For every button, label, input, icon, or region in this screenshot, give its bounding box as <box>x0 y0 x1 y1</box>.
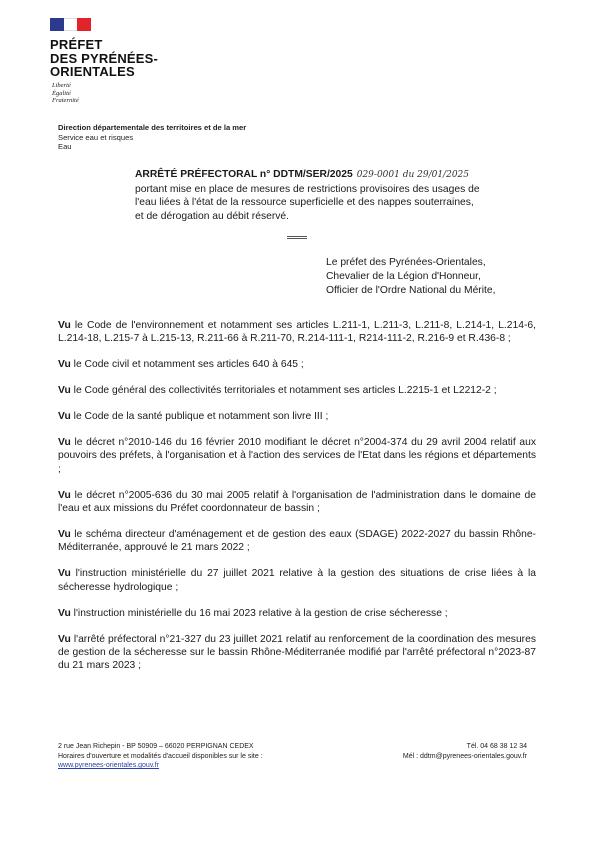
recital-text: l'instruction ministérielle du 16 mai 2023 relative à la gestion de crise sécheresse ; <box>73 607 448 619</box>
signatory-line-3: Officier de l'Ordre National du Mérite, <box>326 284 496 296</box>
vu-prefix: Vu <box>58 385 71 397</box>
prefect-name <box>50 38 158 79</box>
recital-text: le décret n°2005-636 du 30 mai 2005 relatif à l'organisation de l'administration dans le domaine de l'eau et aux missions du Préfet coordonnateur de bassin ; <box>58 489 536 515</box>
decree-handwritten-reference: 029-0001 du 29/01/2025 <box>356 170 469 180</box>
recital-item <box>58 436 536 476</box>
decree-subject-line-3: et de dérogation au débit réservé. <box>135 210 289 222</box>
footer-phone: Tél. 04 68 38 12 34 <box>466 743 527 750</box>
recital-text: le Code de l'environnement et notamment ses articles L.211-1, L.211-3, L.211-8, L.214-1, L.214-6, L.214-18, L.215-7 à L.215-13, R.211-66 à R.211-70, R.214-111-1, R214-111-2, R.216-9 et R.436-8 ; <box>58 320 536 345</box>
vu-prefix: Vu <box>58 489 71 501</box>
decree-title: ARRÊTÉ PRÉFECTORAL n° DDTM/SER/2025 <box>135 169 353 180</box>
footer-address-block <box>58 742 263 771</box>
recital-item <box>58 410 536 423</box>
vu-prefix: Vu <box>58 568 71 580</box>
recital-text: le schéma directeur d'aménagement et de gestion des eaux (SDAGE) 2022-2027 du bassin Rhône-Méditerranée, approuvé le 21 mars 2022 ; <box>58 529 536 554</box>
vu-prefix: Vu <box>58 359 71 371</box>
prefect-line-1: PRÉFET <box>50 37 103 52</box>
signatory-block <box>326 256 495 297</box>
recital-text: le Code général des collectivités territoriales et notamment ses articles L.2215-1 et L2212-2 ; <box>73 385 497 397</box>
footer-address: 2 rue Jean Richepin - BP 50909 – 66020 PERPIGNAN CEDEX <box>58 743 254 750</box>
decree-subject-line-1: portant mise en place de mesures de restrictions provisoires des usages de <box>135 183 480 195</box>
recitals-list <box>58 319 536 685</box>
recital-item <box>58 633 536 673</box>
service-subunit: Eau <box>58 142 72 152</box>
signatory-line-1: Le préfet des Pyrénées-Orientales, <box>326 257 486 268</box>
recital-item <box>58 319 536 346</box>
signatory-line-2: Chevalier de la Légion d'Honneur, <box>326 270 481 282</box>
decree-subject-line-2: l'eau liées à l'état de la ressource superficielle et des nappes souterraines, <box>135 197 474 209</box>
decree-subject <box>135 183 545 224</box>
separator-line-double <box>287 238 307 239</box>
vu-prefix: Vu <box>58 320 71 331</box>
recital-text: l'arrêté préfectoral n°21-327 du 23 juillet 2021 relatif au renforcement de la coordination des mesures de gestion de la sécheresse sur le bassin Rhône-Méditerranée modifié par l'arrêté préfectoral n°2023-87 du 21 mars 2023 ; <box>58 633 536 672</box>
republic-motto <box>52 82 79 105</box>
vu-prefix: Vu <box>58 411 71 423</box>
service-unit: Service eau et risques <box>58 132 134 142</box>
motto-egalite: Égalité <box>52 89 71 97</box>
recital-text: le Code de la santé publique et notamment son livre III ; <box>73 411 329 423</box>
footer-hours: Horaires d'ouverture et modalités d'accueil disponibles sur le site : <box>58 752 263 760</box>
footer-email: Mél : ddtm@pyrenees-orientales.gouv.fr <box>402 752 527 760</box>
marianne-flag-logo <box>50 18 91 31</box>
vu-prefix: Vu <box>58 607 71 619</box>
direction-name: Direction départementale des territoires et de la mer <box>58 123 247 132</box>
recital-item <box>58 528 536 555</box>
recital-item <box>58 489 536 516</box>
footer-website-link[interactable]: www.pyrenees-orientales.gouv.fr <box>58 762 160 770</box>
flag-blue-stripe <box>50 18 64 31</box>
recital-item <box>58 567 536 594</box>
prefect-line-3: ORIENTALES <box>50 64 135 79</box>
flag-white-stripe <box>64 18 78 31</box>
recital-text: le décret n°2010-146 du 16 février 2010 modifiant le décret n°2004-374 du 29 avril 2004 relatif aux pouvoirs des préfets, à l'organisation et à l'action des services de l'Etat dans les régions et départements ; <box>58 437 536 475</box>
decree-title-block <box>135 168 545 223</box>
flag-red-stripe <box>77 18 91 31</box>
recital-item <box>58 384 536 397</box>
decree-title-line <box>135 168 545 183</box>
separator-line <box>287 236 307 237</box>
recital-item <box>58 607 536 620</box>
service-block <box>58 123 246 152</box>
recital-item <box>58 358 536 371</box>
recital-text: l'instruction ministérielle du 27 juillet 2021 relative à la gestion des situations de crise liées à la sécheresse hydrologique ; <box>58 568 536 593</box>
prefect-line-2: DES PYRÉNÉES- <box>50 50 159 66</box>
motto-fraternite: Fraternité <box>52 97 79 104</box>
vu-prefix: Vu <box>58 437 71 449</box>
recital-text: le Code civil et notamment ses articles 640 à 645 ; <box>73 359 304 371</box>
motto-liberte: Liberté <box>52 82 71 89</box>
vu-prefix: Vu <box>58 529 71 541</box>
footer-contact-block <box>403 742 527 761</box>
vu-prefix: Vu <box>58 633 71 645</box>
